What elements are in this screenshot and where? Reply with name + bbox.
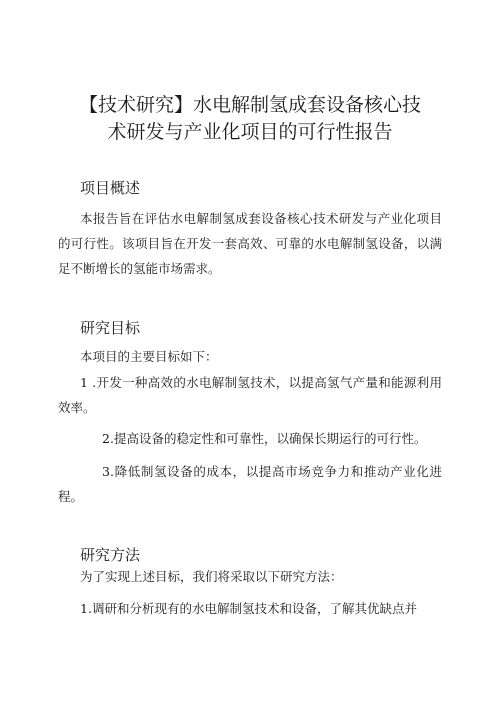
section-heading-goals: 研究目标: [80, 319, 141, 337]
overview-paragraph: 本报告旨在评估水电解制氢成套设备核心技术研发与产业化项目的可行性。该项目旨在开发一套高效、可靠的水电解制氢设备，以满足不断增长的氢能市场需求。: [58, 211, 442, 276]
goal-item-3-number: 3: [102, 464, 110, 479]
goal-item-3: [58, 459, 442, 509]
method-item-1-number: 1.: [80, 601, 92, 616]
section-heading-overview: 项目概述: [80, 179, 141, 197]
goal-item-2-number: 2: [102, 431, 110, 446]
title-line-2: 术研发与产业化项目的可行性报告: [107, 121, 393, 143]
title-line-1: 【技术研究】水电解制氢成套设备核心技: [78, 94, 421, 116]
goal-item-1-number: 1: [80, 375, 88, 390]
goal-item-2-text: .提高设备的稳定性和可靠性，以确保长期运行的可行性。: [110, 431, 427, 446]
section-heading-methods: 研究方法: [80, 546, 141, 564]
method-item-1: [80, 596, 442, 621]
goal-item-1-text: .开发一种高效的水电解制氢技术，以提高氢气产量和能源利用效率。: [58, 375, 442, 415]
methods-intro: 为了实现上述目标，我们将采取以下研究方法：: [80, 569, 343, 584]
goal-item-2: [58, 426, 442, 451]
goal-item-3-text: .降低制氢设备的成本，以提高市场竞争力和推动产业化进程。: [58, 464, 442, 504]
goals-intro: 本项目的主要目标如下：: [80, 349, 218, 364]
method-item-1-text: 调研和分析现有的水电解制氢技术和设备，了解其优缺点并: [91, 601, 417, 616]
goal-item-1: [58, 370, 442, 420]
document-title: [40, 92, 460, 146]
